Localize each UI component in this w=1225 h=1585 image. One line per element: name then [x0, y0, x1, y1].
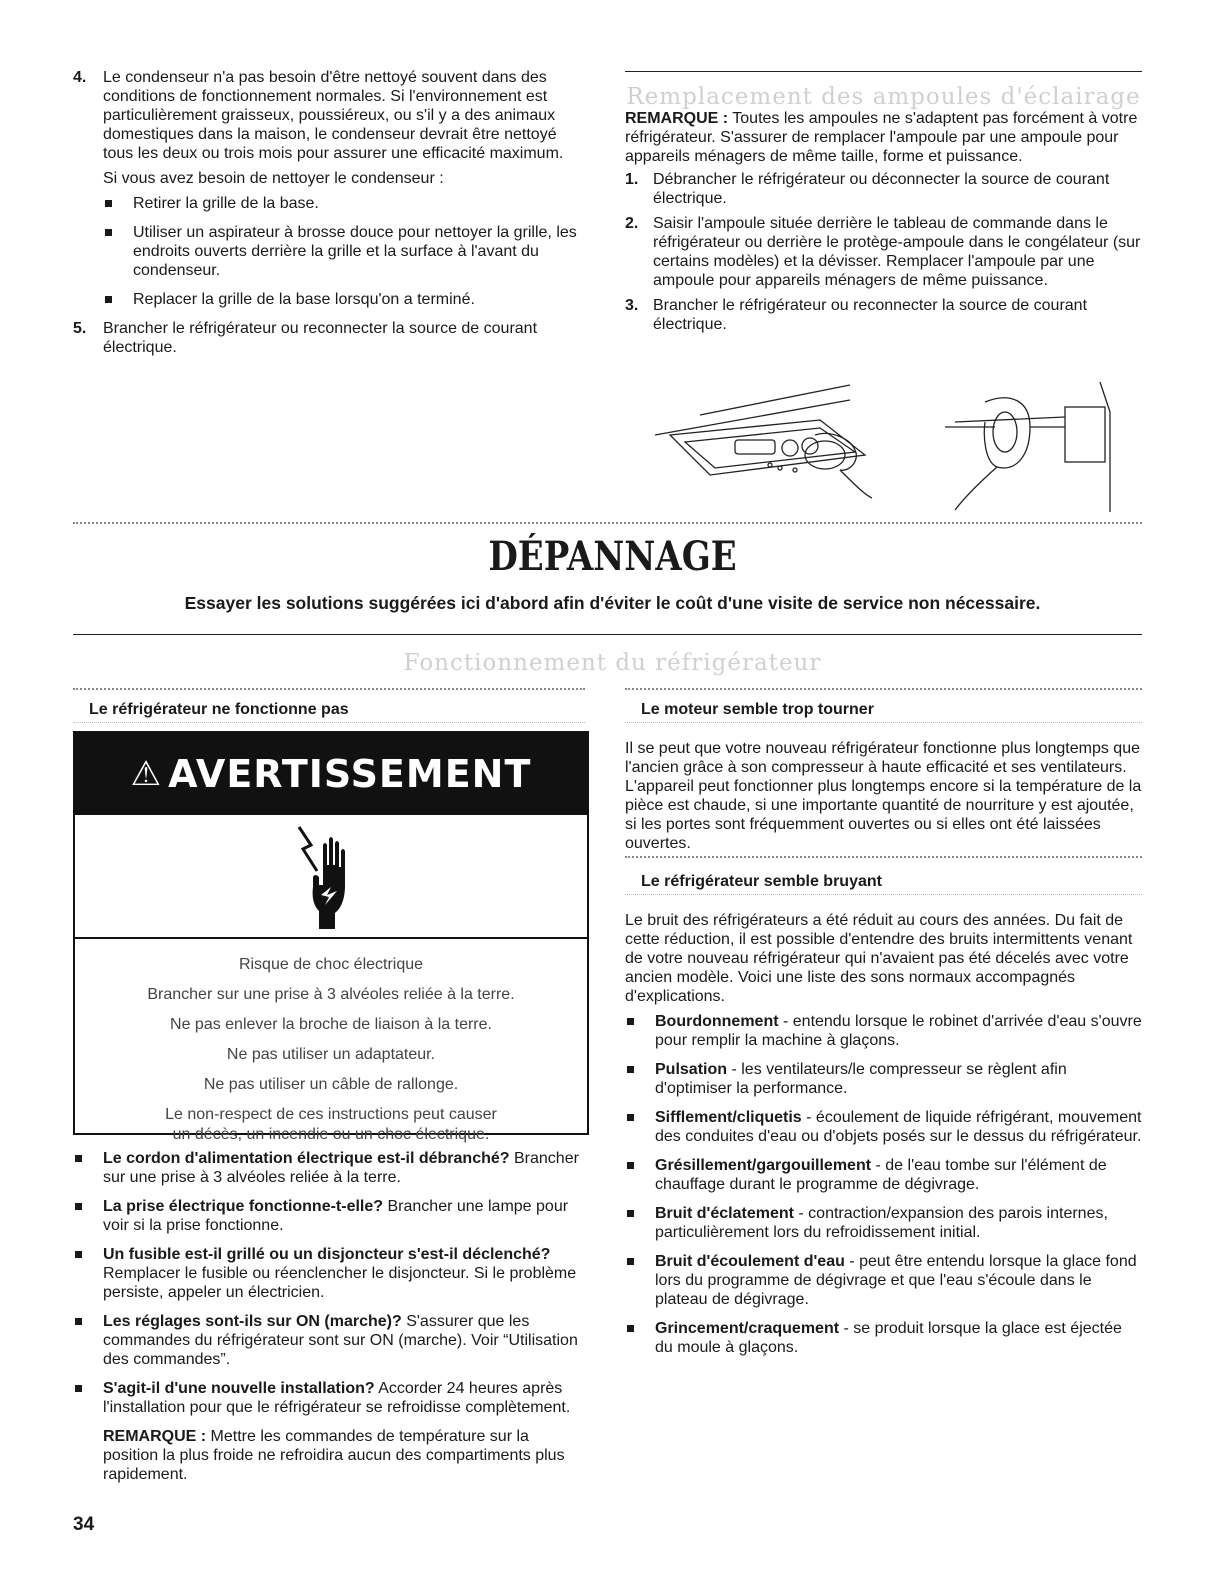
- item-answer: Brancher sur une prise à 3 alvéoles reliée à la terre.: [103, 1150, 579, 1186]
- warning-line: Ne pas utiliser un adaptateur.: [226, 1046, 436, 1063]
- divider: [73, 722, 585, 726]
- sound-description: - contraction/expansion des parois internes, particulièrement lors du refroidissement initial.: [655, 1205, 1108, 1241]
- divider: [625, 71, 1142, 72]
- list-item: [625, 1060, 1142, 1098]
- paragraph: Il se peut que votre nouveau réfrigérateur fonctionne plus longtemps que l'ancien grâce à son compresseur à haute efficacité et ses ventilateurs. L'appareil peut fonctionner plus longtemps encore si la température de la pièce est chaude, si une importante quantité de nourriture y est ajoutée, si les portes sont fréquemment ouvertes ou si elles ont été laissées ouvertes.: [625, 740, 1142, 852]
- item-question: Un fusible est-il grillé ou un disjoncteur s'est-il déclenché?: [103, 1246, 551, 1263]
- item-question: Les réglages sont-ils sur ON (marche)?: [103, 1313, 402, 1330]
- item-answer: Remplacer le fusible ou réenclencher le disjoncteur. Si le problème persiste, appeler un électricien.: [103, 1265, 577, 1301]
- note-text: Mettre les commandes de température sur la position la plus froide ne refroidira aucun des compartiments plus rapidement.: [103, 1428, 565, 1483]
- warning-line: Brancher sur une prise à 3 alvéoles reliée à la terre.: [147, 986, 515, 1003]
- sound-description: - se produit lorsque la glace est éjectée du moule à glaçons.: [655, 1320, 1122, 1356]
- note-label: REMARQUE :: [625, 110, 729, 127]
- note: [73, 1427, 585, 1484]
- warning-line: Le non-respect de ces instructions peut causer: [165, 1106, 497, 1123]
- list-item: [625, 1156, 1142, 1194]
- step-5: [73, 319, 585, 357]
- subsection-heading: Le réfrigérateur semble bruyant: [641, 873, 882, 890]
- sound-name: Grincement/craquement: [655, 1320, 840, 1337]
- warning-line: Ne pas enlever la broche de liaison à la terre.: [170, 1016, 492, 1033]
- subsection-heading: Le moteur semble trop tourner: [641, 701, 874, 718]
- section-heading: Fonctionnement du réfrigérateur: [403, 650, 822, 676]
- step-3: [625, 296, 1142, 334]
- note-label: REMARQUE :: [103, 1428, 207, 1445]
- page-title: DÉPANNAGE: [488, 533, 737, 580]
- note: [625, 109, 1142, 166]
- step-intro: Si vous avez besoin de nettoyer le condenseur :: [103, 170, 444, 187]
- paragraph: Le bruit des réfrigérateurs a été réduit au cours des années. Du fait de cette réduction, il est possible d'entendre des bruits intermittents venant de votre nouveau réfrigérateur qui n'avaient pas été décelés avec votre ancien modèle. Voici une liste des sons normaux accompagnés d'explications.: [625, 912, 1133, 1005]
- warning-line: un décès, un incendie ou un choc électrique.: [172, 1126, 490, 1143]
- sound-description: - écoulement de liquide réfrigérant, mouvement des conduites d'eau ou d'objets posés sur le dessus du réfrigérateur.: [655, 1109, 1142, 1145]
- sound-name: Bourdonnement: [655, 1013, 779, 1030]
- step-1: [625, 170, 1142, 208]
- section-heading: Remplacement des ampoules d'éclairage: [626, 84, 1141, 110]
- sound-name: Bruit d'écoulement d'eau: [655, 1253, 845, 1270]
- warning-banner: [75, 733, 587, 815]
- step-number: 5.: [73, 320, 87, 337]
- step-text: Débrancher le réfrigérateur ou déconnecter la source de courant électrique.: [653, 171, 1110, 207]
- step-2: [625, 214, 1142, 290]
- list-item: [73, 1245, 585, 1302]
- item-answer: Brancher une lampe pour voir si la prise fonctionne.: [103, 1198, 569, 1234]
- list-item: [625, 1319, 1142, 1357]
- sound-name: Bruit d'éclatement: [655, 1205, 794, 1222]
- list-item: Replacer la grille de la base lorsqu'on a terminé.: [103, 290, 585, 309]
- list-item: [73, 1312, 585, 1369]
- step-4: [73, 68, 585, 309]
- step-number: 1.: [625, 171, 639, 188]
- list-item: [625, 1012, 1142, 1050]
- step-number: 3.: [625, 297, 639, 314]
- divider: [625, 894, 1142, 898]
- item-question: La prise électrique fonctionne-t-elle?: [103, 1198, 384, 1215]
- step-text: Saisir l'ampoule située derrière le tableau de commande dans le réfrigérateur ou derrière le protège-ampoule dans le congélateur (sur certains modèles) et la dévisser. Remplacer l'ampoule par une ampoule pour appareils ménagers de même puissance.: [653, 215, 1141, 289]
- warning-line: Ne pas utiliser un câble de rallonge.: [203, 1076, 459, 1093]
- divider: [625, 688, 1142, 693]
- list-item: [625, 1204, 1142, 1242]
- subsection-heading: Le réfrigérateur ne fonctionne pas: [89, 701, 349, 718]
- sound-description: - entendu lorsque le robinet d'arrivée d'eau s'ouvre pour remplir la machine à glaçons.: [655, 1013, 1142, 1049]
- item-answer: S'assurer que les commandes du réfrigérateur sont sur ON (marche). Voir “Utilisation des commandes”.: [103, 1313, 578, 1368]
- step-number: 4.: [73, 69, 87, 86]
- warning-title: AVERTISSEMENT: [168, 751, 532, 796]
- page-subtitle: Essayer les solutions suggérées ici d'abord afin d'éviter le coût d'une visite de service non nécessaire.: [184, 593, 1041, 613]
- sound-description: - peut être entendu lorsque la glace fond lors du programme de dégivrage et que l'eau s'écoule dans le plateau de dégivrage.: [655, 1253, 1137, 1308]
- not-running-checklist: [73, 1143, 585, 1484]
- divider: [625, 856, 1142, 861]
- step-number: 2.: [625, 215, 639, 232]
- sound-description: - les ventilateurs/le compresseur se règlent afin d'optimiser la performance.: [655, 1061, 1067, 1097]
- electric-shock-hand-icon: [295, 825, 365, 935]
- step-text: Le condenseur n'a pas besoin d'être nettoyé souvent dans des conditions de fonctionnement normales. Si l'environnement est particulièrement graisseux, poussiéreux, ou s'il y a des animaux domestiques dans la maison, le condenseur devrait être nettoyé tous les deux ou trois mois pour assurer une efficacité maximum.: [103, 69, 564, 162]
- bulb-illustration-refrigerator: [650, 380, 900, 515]
- divider: [73, 522, 1142, 527]
- condenser-section: [73, 68, 585, 363]
- list-item: [73, 1149, 585, 1187]
- step-text: Brancher le réfrigérateur ou reconnecter la source de courant électrique.: [103, 320, 538, 356]
- sound-description: - de l'eau tombe sur l'élément de chauffage durant le programme de dégivrage.: [655, 1157, 1107, 1193]
- divider: [73, 688, 585, 693]
- list-item: Retirer la grille de la base.: [103, 194, 585, 213]
- warning-triangle-icon: ⚠: [130, 753, 163, 794]
- list-item: [625, 1108, 1142, 1146]
- item-question: S'agit-il d'une nouvelle installation?: [103, 1380, 375, 1397]
- warning-box: [73, 731, 589, 1143]
- sound-name: Sifflement/cliquetis: [655, 1109, 802, 1126]
- bulb-illustration-freezer: [935, 382, 1120, 517]
- sound-name: Grésillement/gargouillement: [655, 1157, 872, 1174]
- note-text: Toutes les ampoules ne s'adaptent pas forcément à votre réfrigérateur. S'assurer de remplacer l'ampoule par une ampoule pour appareils ménagers de même taille, forme et puissance.: [625, 110, 1138, 165]
- noises-section: [625, 911, 1142, 1367]
- item-question: Le cordon d'alimentation électrique est-il débranché?: [103, 1150, 510, 1167]
- list-item: [625, 1252, 1142, 1309]
- step-text: Brancher le réfrigérateur ou reconnecter la source de courant électrique.: [653, 297, 1088, 333]
- page-number: 34: [73, 1514, 95, 1535]
- bulb-replacement-section: [625, 84, 1142, 340]
- divider: [73, 634, 1142, 635]
- list-item: [73, 1197, 585, 1235]
- warning-text: [75, 937, 587, 1155]
- list-item: Utiliser un aspirateur à brosse douce pour nettoyer la grille, les endroits ouverts derrière la grille et la surface à l'avant du condenseur.: [103, 223, 585, 280]
- warning-line: Risque de choc électrique: [238, 956, 424, 973]
- list-item: [73, 1379, 585, 1417]
- item-answer: Accorder 24 heures après l'installation pour que le réfrigérateur se refroidisse complètement.: [103, 1380, 571, 1416]
- divider: [625, 722, 1142, 726]
- sound-name: Pulsation: [655, 1061, 728, 1078]
